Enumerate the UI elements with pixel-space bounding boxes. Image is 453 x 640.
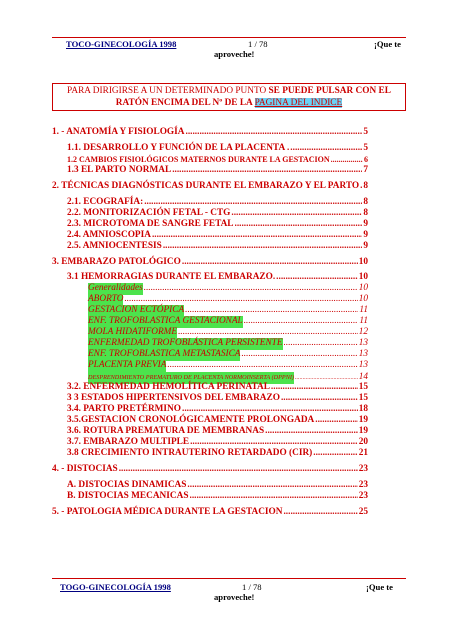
toc-entry[interactable] <box>67 491 368 503</box>
toc-entry[interactable] <box>67 415 368 427</box>
toc-entry-title: ABORTO <box>88 294 124 304</box>
toc-entry-page[interactable]: 9 <box>363 219 368 229</box>
toc-entry-page[interactable]: 10 <box>358 283 368 293</box>
toc-entry-title: 2.2. MONITORIZACIÓN FETAL - CTG <box>67 208 231 218</box>
toc-entry-title: 2. TÉCNICAS DIAGNÓSTICAS DURANTE EL EMBARAZO Y EL PARTO <box>52 181 360 191</box>
toc-entry-page[interactable]: 5 <box>363 127 368 137</box>
toc-entry-title: 5. - PATOLOGIA MÉDICA DURANTE LA GESTACION <box>52 507 283 517</box>
notice-text-intro: PARA DIRIGIRSE A UN DETERMINADO PUNTO <box>67 86 269 96</box>
toc-entry-title: 3.2. ENFERMEDAD HEMOLÍTICA PERINATAL <box>67 382 270 392</box>
toc-entry[interactable] <box>67 437 368 449</box>
toc-entry-page[interactable]: 8 <box>363 181 368 191</box>
toc-entry[interactable] <box>67 448 368 460</box>
toc-entry-page[interactable]: 15 <box>358 393 368 403</box>
toc-entry[interactable] <box>52 181 368 193</box>
toc-entry[interactable] <box>67 154 368 166</box>
toc-entry-page[interactable]: 25 <box>358 507 368 517</box>
toc-entry[interactable] <box>52 507 368 519</box>
notice-index-page-link[interactable]: PAGINA DEL INDICE <box>254 98 343 108</box>
header-title-link[interactable]: TOCO-GINECOLOGÍA 1998 <box>66 39 177 49</box>
header-page-number: 1 / 78 <box>248 39 268 49</box>
toc-entry[interactable] <box>52 257 368 269</box>
toc-entry[interactable] <box>52 127 368 139</box>
toc-entry-title: 3. EMBARAZO PATOLÓGICO <box>52 257 181 267</box>
toc-entry-title: ENFERMEDAD TROFOBLÁSTICA PERSISTENTE <box>88 338 283 348</box>
toc-entry[interactable] <box>67 241 368 253</box>
toc-entry-title: 3.1 HEMORRAGIAS DURANTE EL EMBARAZO. <box>67 272 276 282</box>
toc-entry-page[interactable]: 19 <box>358 426 368 436</box>
toc-entry-title: 3.7. EMBARAZO MULTIPLE <box>67 437 190 447</box>
footer-quote-continued: aproveche! <box>214 592 255 602</box>
toc-entry-page[interactable]: 12 <box>358 327 368 337</box>
footer-rule <box>52 578 406 579</box>
toc-entry-title: 3.5.GESTACION CRONOLÓGICAMENTE PROLONGADA <box>67 415 315 425</box>
toc-entry-page[interactable]: 11 <box>359 305 368 315</box>
toc-entry[interactable] <box>88 294 368 306</box>
toc-entry[interactable] <box>67 219 368 231</box>
toc-entry-page[interactable]: 9 <box>363 241 368 251</box>
header-rule <box>52 37 406 38</box>
toc-entry[interactable] <box>67 404 368 416</box>
header-quote: ¡Que te <box>374 39 401 49</box>
toc-entry-title: ENF. TROFOBLASTICA METASTASICA <box>88 349 241 359</box>
toc-entry-page[interactable]: 8 <box>363 197 368 207</box>
toc-entry-page[interactable]: 18 <box>358 404 368 414</box>
toc-entry-title: 3.6. ROTURA PREMATURA DE MEMBRANAS <box>67 426 265 436</box>
toc-entry[interactable] <box>67 426 368 438</box>
toc-entry-page[interactable]: 11 <box>359 316 368 326</box>
toc-entry[interactable] <box>88 305 368 317</box>
toc-entry[interactable] <box>67 480 368 492</box>
toc-entry-title: 2.5. AMNIOCENTESIS <box>67 241 162 251</box>
toc-entry-page[interactable]: 21 <box>358 448 368 458</box>
footer-page-number: 1 / 78 <box>242 582 262 592</box>
toc-entry-page[interactable]: 13 <box>358 338 368 348</box>
toc-entry-page[interactable]: 19 <box>358 415 368 425</box>
toc-entry-page[interactable]: 10 <box>358 294 368 304</box>
toc-entry[interactable] <box>88 283 368 295</box>
toc-entry-page[interactable]: 23 <box>358 464 368 474</box>
toc-entry[interactable] <box>88 338 368 350</box>
footer-title-link[interactable]: TOGO-GINECOLOGÍA 1998 <box>60 582 171 592</box>
toc-entry-page[interactable]: 6 <box>364 155 368 164</box>
toc-entry-page[interactable]: 13 <box>358 360 368 370</box>
toc-entry-page[interactable]: 23 <box>358 491 368 501</box>
toc-entry-title: 1. - ANATOMÍA Y FISIOLOGÍA <box>52 127 185 137</box>
toc-entry-title: PLACENTA PREVIA <box>88 360 167 370</box>
toc-entry-title: GESTACION ECTÓPICA <box>88 305 185 315</box>
toc-entry[interactable] <box>67 230 368 242</box>
toc-entry[interactable] <box>67 272 368 284</box>
toc-entry-title: DESPRENDIMIENTO PREMATURO DE PLACENTA NORMOINSERTA (DPPNI) <box>88 372 294 384</box>
toc-entry-title: 4. - DISTOCIAS <box>52 464 118 474</box>
toc-entry-page[interactable]: 5 <box>363 143 368 153</box>
toc-entry-title: B. DISTOCIAS MECANICAS <box>67 491 189 501</box>
toc-entry-title: ENF. TROFOBLASTICA GESTACIONAL <box>88 316 243 326</box>
toc-entry-title: 2.3. MICROTOMA DE SANGRE FETAL <box>67 219 234 229</box>
toc-entry-title: MOLA HIDATIFORME <box>88 327 178 337</box>
navigation-notice <box>52 83 406 111</box>
toc-entry-page[interactable]: 15 <box>358 382 368 392</box>
toc-entry[interactable] <box>67 197 368 209</box>
toc-entry[interactable] <box>88 349 368 361</box>
toc-entry-title: 3.4. PARTO PRETÉRMINO <box>67 404 181 414</box>
toc-entry[interactable] <box>67 165 368 177</box>
header-quote-continued: aproveche! <box>214 49 255 59</box>
toc-entry-title: 1.2 CAMBIOS FISIOLÓGICOS MATERNOS DURANTE LA GESTACION <box>67 155 330 164</box>
toc-entry[interactable] <box>88 327 368 339</box>
toc-entry-title: A. DISTOCIAS DINAMICAS <box>67 480 187 490</box>
toc-entry-title: 1.3 EL PARTO NORMAL <box>67 165 172 175</box>
toc-entry[interactable] <box>88 360 368 372</box>
toc-entry[interactable] <box>67 143 368 155</box>
toc-entry-page[interactable]: 10 <box>358 272 368 282</box>
toc-entry-page[interactable]: 9 <box>363 230 368 240</box>
toc-entry-page[interactable]: 13 <box>358 349 368 359</box>
toc-entry[interactable] <box>88 316 368 328</box>
toc-entry-title: 2.1. ECOGRAFÍA: <box>67 197 144 207</box>
toc-entry-title: Generalidades <box>88 283 143 293</box>
toc-entry-page[interactable]: 8 <box>363 208 368 218</box>
toc-entry-page[interactable]: 23 <box>358 480 368 490</box>
toc-entry-page[interactable]: 20 <box>358 437 368 447</box>
toc-entry-title: 3.8 CRECIMIENTO INTRAUTERINO RETARDADO (CIR) <box>67 448 313 458</box>
toc-entry-title: 3 3 ESTADOS HIPERTENSIVOS DEL EMBARAZO <box>67 393 280 403</box>
toc-entry[interactable] <box>52 464 368 476</box>
footer-quote: ¡Que te <box>366 582 393 592</box>
toc-entry-title: 1.1. DESARROLLO Y FUNCIÓN DE LA PLACENTA . <box>67 143 290 153</box>
toc-entry[interactable] <box>67 382 368 394</box>
toc-entry[interactable] <box>67 208 368 220</box>
toc-entry-page[interactable]: 14 <box>358 372 368 382</box>
toc-entry-page[interactable]: 10 <box>358 257 368 267</box>
toc-entry-page[interactable]: 7 <box>363 165 368 175</box>
toc-entry-title: 2.4. AMNIOSCOPIA <box>67 230 151 240</box>
toc-entry[interactable] <box>67 393 368 405</box>
notice-text-instruction: SE PUEDE PULSAR CON EL RATÓN ENCIMA DEL Nº DE LA <box>115 86 391 108</box>
